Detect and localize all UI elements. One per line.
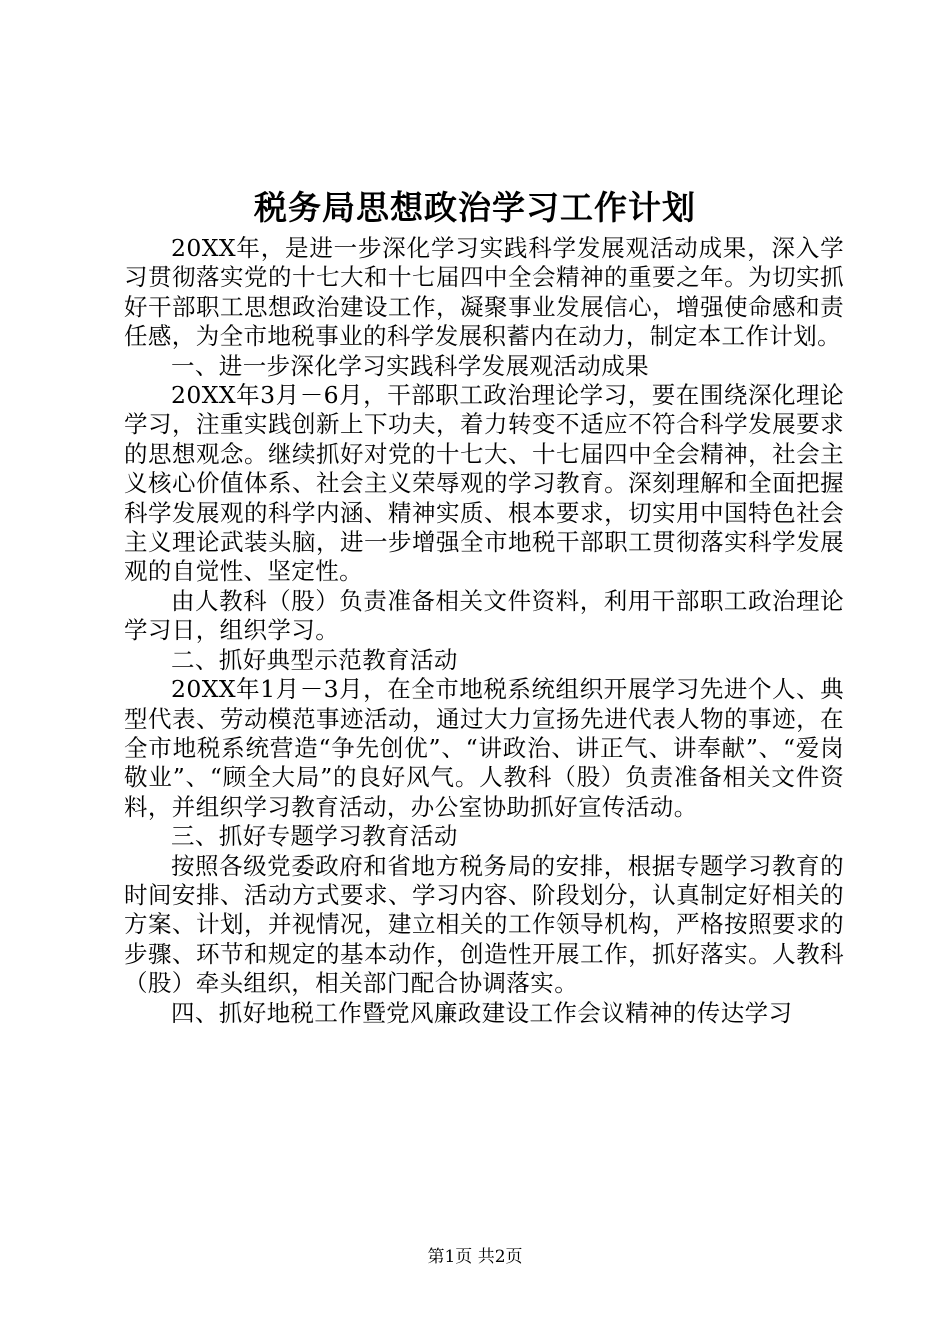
paragraph: 20XX年，是进一步深化学习实践科学发展观活动成果，深入学习贯彻落实党的十七大和十七届四中全会精神的重要之年。为切实抓好干部职工思想政治建设工作，凝聚事业发展信心，增强使命感和责任感，为全市地税事业的科学发展积蓄内在动力，制定本工作计划。 [124, 234, 844, 351]
section-heading: 一、进一步深化学习实践科学发展观活动成果 [171, 351, 649, 380]
section-heading: 二、抓好典型示范教育活动 [171, 645, 458, 674]
paragraph: 由人教科（股）负责准备相关文件资料，利用干部职工政治理论学习日，组织学习。 [124, 586, 844, 645]
page-footer: 第1页 共2页 [427, 1247, 523, 1267]
paragraph: 20XX年3月－6月，干部职工政治理论学习，要在围绕深化理论学习，注重实践创新上下功夫，着力转变不适应不符合科学发展要求的思想观念。继续抓好对党的十七大、十七届四中全会精神，社会主义核心价值体系、社会主义荣辱观的学习教育。深刻理解和全面把握科学发展观的科学内涵、精神实质、根本要求，切实用中国特色社会主义理论武装头脑，进一步增强全市地税干部职工贯彻落实科学发展观的自觉性、坚定性。 [124, 381, 844, 586]
paragraph: 20XX年1月－3月，在全市地税系统组织开展学习先进个人、典型代表、劳动模范事迹活动，通过大力宣扬先进代表人物的事迹，在全市地税系统营造“争先创优”、“讲政治、讲正气、讲奉献”、“爱岗敬业”、“顾全大局”的良好风气。人教科（股）负责准备相关文件资料，并组织学习教育活动，办公室协助抓好宣传活动。 [124, 675, 844, 821]
paragraph: 按照各级党委政府和省地方税务局的安排，根据专题学习教育的时间安排、活动方式要求、学习内容、阶段划分，认真制定好相关的方案、计划，并视情况，建立相关的工作领导机构，严格按照要求的步骤、环节和规定的基本动作，创造性开展工作，抓好落实。人教科（股）牵头组织，相关部门配合协调落实。 [124, 851, 844, 998]
document-body [124, 234, 844, 1028]
section-heading: 四、抓好地税工作暨党风廉政建设工作会议精神的传达学习 [171, 998, 793, 1027]
document-title: 税务局思想政治学习工作计划 [254, 188, 696, 227]
section-heading: 三、抓好专题学习教育活动 [171, 822, 458, 851]
